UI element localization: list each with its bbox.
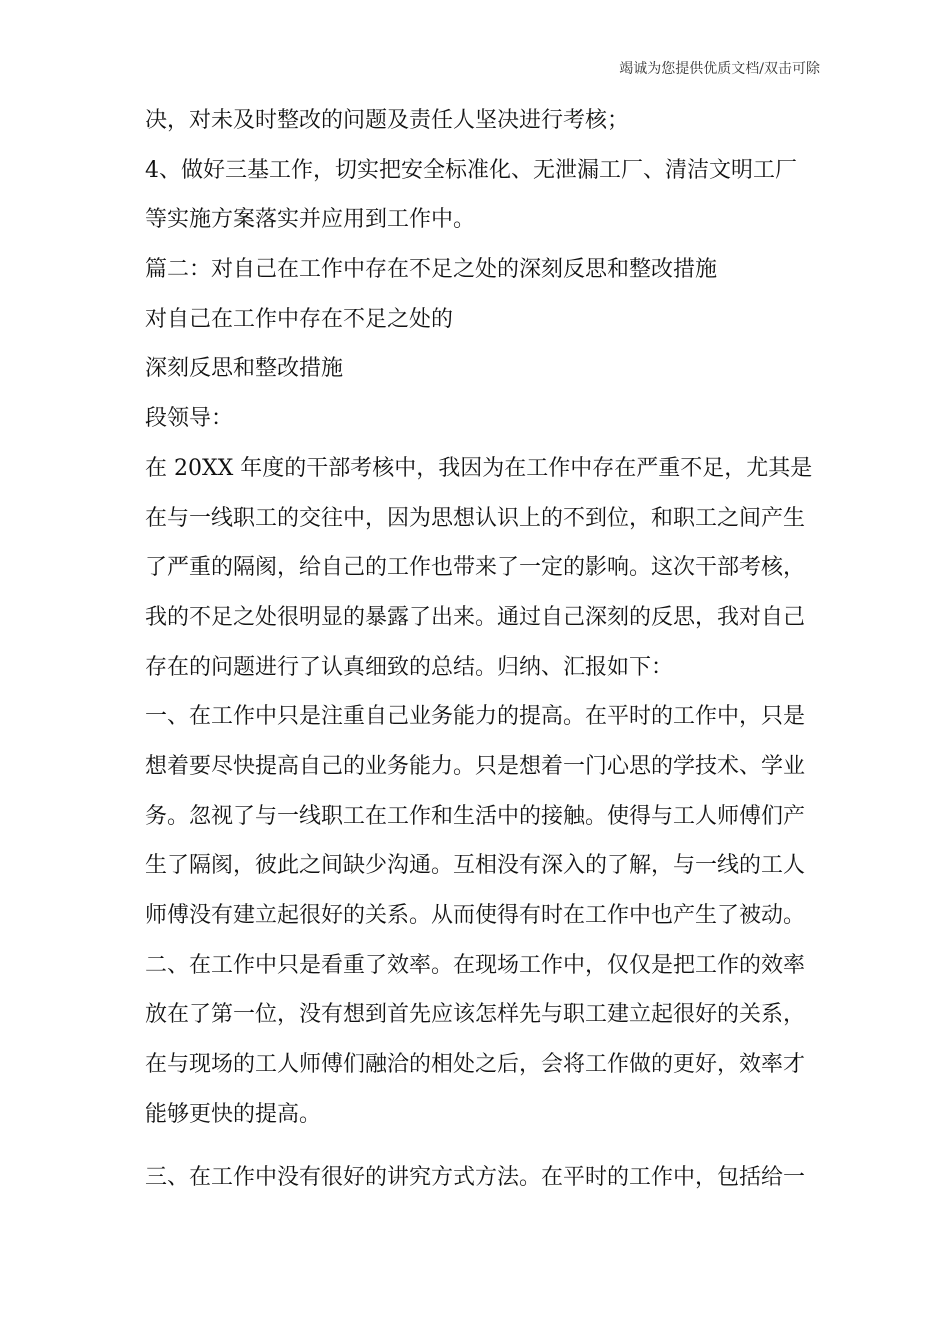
text-line: 我的不足之处很明显的暴露了出来。通过自己深刻的反思，我对自己 [145, 604, 806, 630]
text-line: 存在的问题进行了认真细致的总结。归纳、汇报如下： [145, 654, 674, 680]
text-line: 在 20XX 年度的干部考核中，我因为在工作中存在严重不足，尤其是 [145, 455, 813, 481]
text-line: 在与一线职工的交往中，因为思想认识上的不到位，和职工之间产生 [145, 505, 806, 531]
text-line: 深刻反思和整改措施 [145, 356, 344, 382]
paragraph-gap [145, 1139, 825, 1153]
text-line: 对自己在工作中存在不足之处的 [145, 306, 454, 332]
text-line: 在与现场的工人师傅们融洽的相处之后，会将工作做的更好，效率才 [145, 1052, 806, 1078]
text-line: 生了隔阂，彼此之间缺少沟通。互相没有深入的了解，与一线的工人 [145, 853, 806, 879]
document-body [145, 96, 825, 1203]
text-line: 一、在工作中只是注重自己业务能力的提高。在平时的工作中，只是 [145, 704, 806, 730]
header-note: 竭诚为您提供优质文档/双击可除 [619, 61, 820, 77]
text-line: 三、在工作中没有很好的讲究方式方法。在平时的工作中，包括给一 [145, 1165, 806, 1191]
text-line: 等实施方案落实并应用到工作中。 [145, 207, 476, 233]
text-line: 段领导： [145, 406, 234, 432]
paragraph-block-bottom [145, 1153, 825, 1203]
text-line: 决，对未及时整改的问题及责任人坚决进行考核； [145, 108, 630, 133]
text-line: 4、做好三基工作，切实把安全标准化、无泄漏工厂、清洁文明工厂 [145, 157, 797, 183]
text-line: 想着要尽快提高自己的业务能力。只是想着一门心思的学技术、学业 [145, 753, 806, 779]
text-line: 二、在工作中只是看重了效率。在现场工作中，仅仅是把工作的效率 [145, 952, 806, 978]
text-line: 师傅没有建立起很好的关系。从而使得有时在工作中也产生了被动。 [145, 903, 806, 928]
paragraph-block-top [145, 96, 825, 1139]
text-line: 务。忽视了与一线职工在工作和生活中的接触。使得与工人师傅们产 [145, 803, 806, 829]
text-line: 了严重的隔阂，给自己的工作也带来了一定的影响。这次干部考核， [145, 555, 806, 581]
text-line: 篇二：对自己在工作中存在不足之处的深刻反思和整改措施 [145, 257, 718, 283]
text-line: 能够更快的提高。 [145, 1101, 322, 1127]
text-line: 放在了第一位，没有想到首先应该怎样先与职工建立起很好的关系， [145, 1002, 806, 1028]
